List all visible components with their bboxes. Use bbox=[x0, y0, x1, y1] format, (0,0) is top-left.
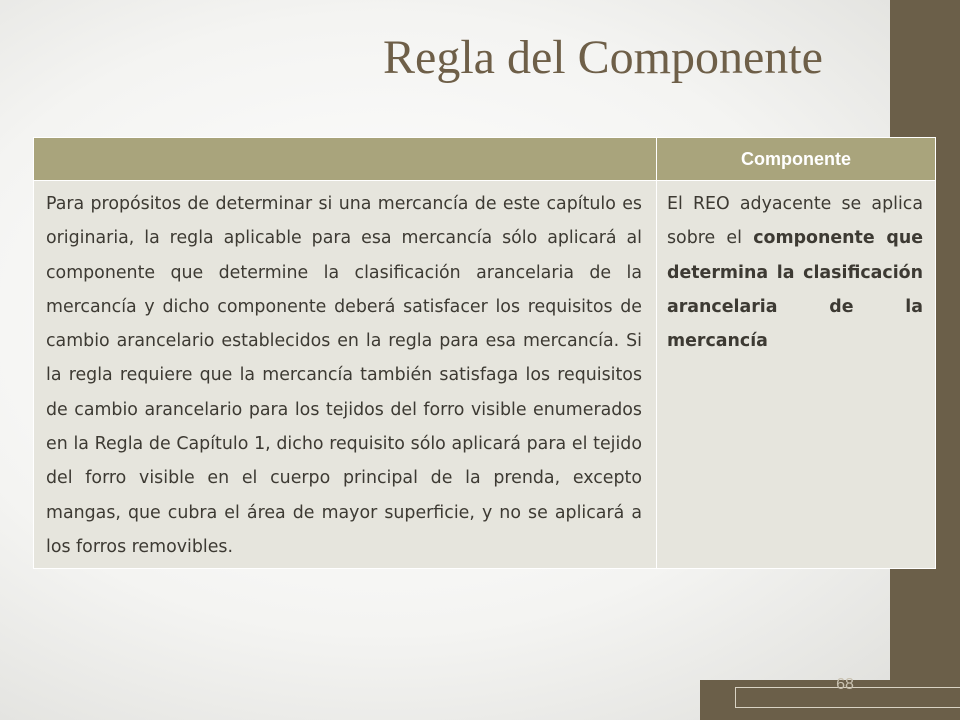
reo-text-bold: componente que determina la clasificación arancelaria de la mercancía bbox=[667, 228, 924, 352]
reo-text-normal: El REO adyacente se aplica sobre el bbox=[667, 194, 923, 249]
table-header-row bbox=[34, 138, 936, 181]
header-cell-empty bbox=[34, 138, 657, 181]
rule-table bbox=[33, 137, 936, 569]
reo-description-cell bbox=[657, 181, 936, 569]
footer-divider bbox=[735, 687, 736, 707]
footer-line bbox=[735, 707, 960, 708]
rule-description-cell bbox=[34, 181, 657, 569]
page-number: 68 bbox=[836, 676, 854, 693]
slide-title: Regla del Componente bbox=[383, 31, 823, 84]
rule-description-text: Para propósitos de determinar si una mercancía de este capítulo es originaria, la regla aplicable para esa mercancía sólo aplicará al componente que determine la clasificación arancelaria de la mercancía y dicho componente deberá satisfacer los requisitos de cambio arancelario establecidos en la regla para esa mercancía. Si la regla requiere que la mercancía también satisfaga los requisitos de cambio arancelario para los tejidos del forro visible enumerados en la Regla de Capítulo 1, dicho requisito sólo aplicará para el tejido del forro visible en el cuerpo principal de la prenda, excepto mangas, que cubra el área de mayor superficie, y no se aplicará a los forros removibles. bbox=[46, 194, 642, 557]
header-cell-componente: Componente bbox=[657, 138, 936, 181]
table-row bbox=[34, 181, 936, 569]
